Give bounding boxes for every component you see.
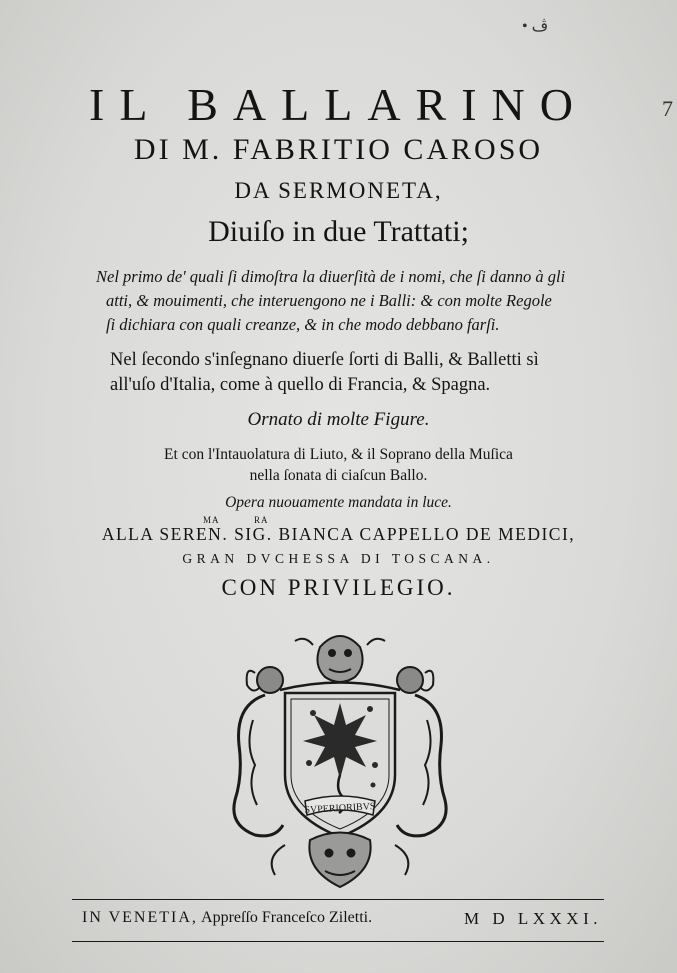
ornato-line: Ornato di molte Figure.: [247, 409, 430, 430]
superscript-ra: RA: [254, 515, 269, 525]
imprint-rule-bottom: [72, 941, 604, 942]
imprint-rule-top: [72, 899, 604, 900]
superscript-ma: MA: [203, 515, 220, 525]
author-origin: DA SERMONETA,: [234, 178, 443, 203]
emblem-motto: SVPERIORIBVS: [304, 801, 376, 816]
book-title: IL BALLARINO: [89, 79, 588, 130]
second-treatise-line-1: Nel ſecondo s'inſegnano diuerſe ſorti di Balli, & Balletti sì: [110, 350, 539, 370]
intavolatura-line-1: Et con l'Intauolatura di Liuto, & il Soprano della Muſica: [164, 446, 513, 463]
edge-page-number: 7: [662, 96, 673, 121]
printer-device-emblem: [225, 625, 455, 893]
top-margin-mark: • ڤ: [522, 18, 549, 35]
imprint-year: M D LXXXI.: [463, 909, 602, 928]
first-treatise-line-2: atti, & mouimenti, che interuengono ne i Balli: & con molte Regole: [106, 291, 552, 310]
second-treatise-line-2: all'uſo d'Italia, come à quello di Francia, & Spagna.: [110, 375, 491, 395]
grotesque-mask-bottom-icon: [272, 833, 409, 888]
cherub-left-icon: [247, 667, 283, 693]
cherub-right-icon: [397, 667, 433, 693]
imprint-line: [82, 909, 602, 927]
first-treatise-line-1: Nel primo de' quali ſi dimoſtra la diuerſità de i nomi, che ſi danno à gli: [96, 267, 566, 286]
privilege-line: CON PRIVILEGIO.: [221, 575, 456, 600]
intavolatura-line-2: nella ſonata di ciaſcun Ballo.: [249, 467, 428, 484]
imprint-printer: Appreſſo Franceſco Ziletti.: [201, 909, 373, 926]
division-line: Diuiſo in due Trattati;: [208, 215, 469, 248]
dedication-line-1: ALLA SEREN. SIG. BIANCA CAPPELLO DE MEDICI,: [101, 524, 576, 544]
grotesque-mask-top-icon: [295, 636, 385, 682]
opera-line: Opera nuouamente mandata in luce.: [225, 494, 452, 511]
dedication-line-2: GRAN DVCHESSA DI TOSCANA.: [182, 551, 495, 566]
first-treatise-line-3: ſi dichiara con quali creanze, & in che modo debbano farſi.: [106, 315, 500, 334]
author-line: DI M. FABRITIO CAROSO: [133, 133, 544, 166]
imprint-place: IN VENETIA,: [82, 909, 198, 926]
